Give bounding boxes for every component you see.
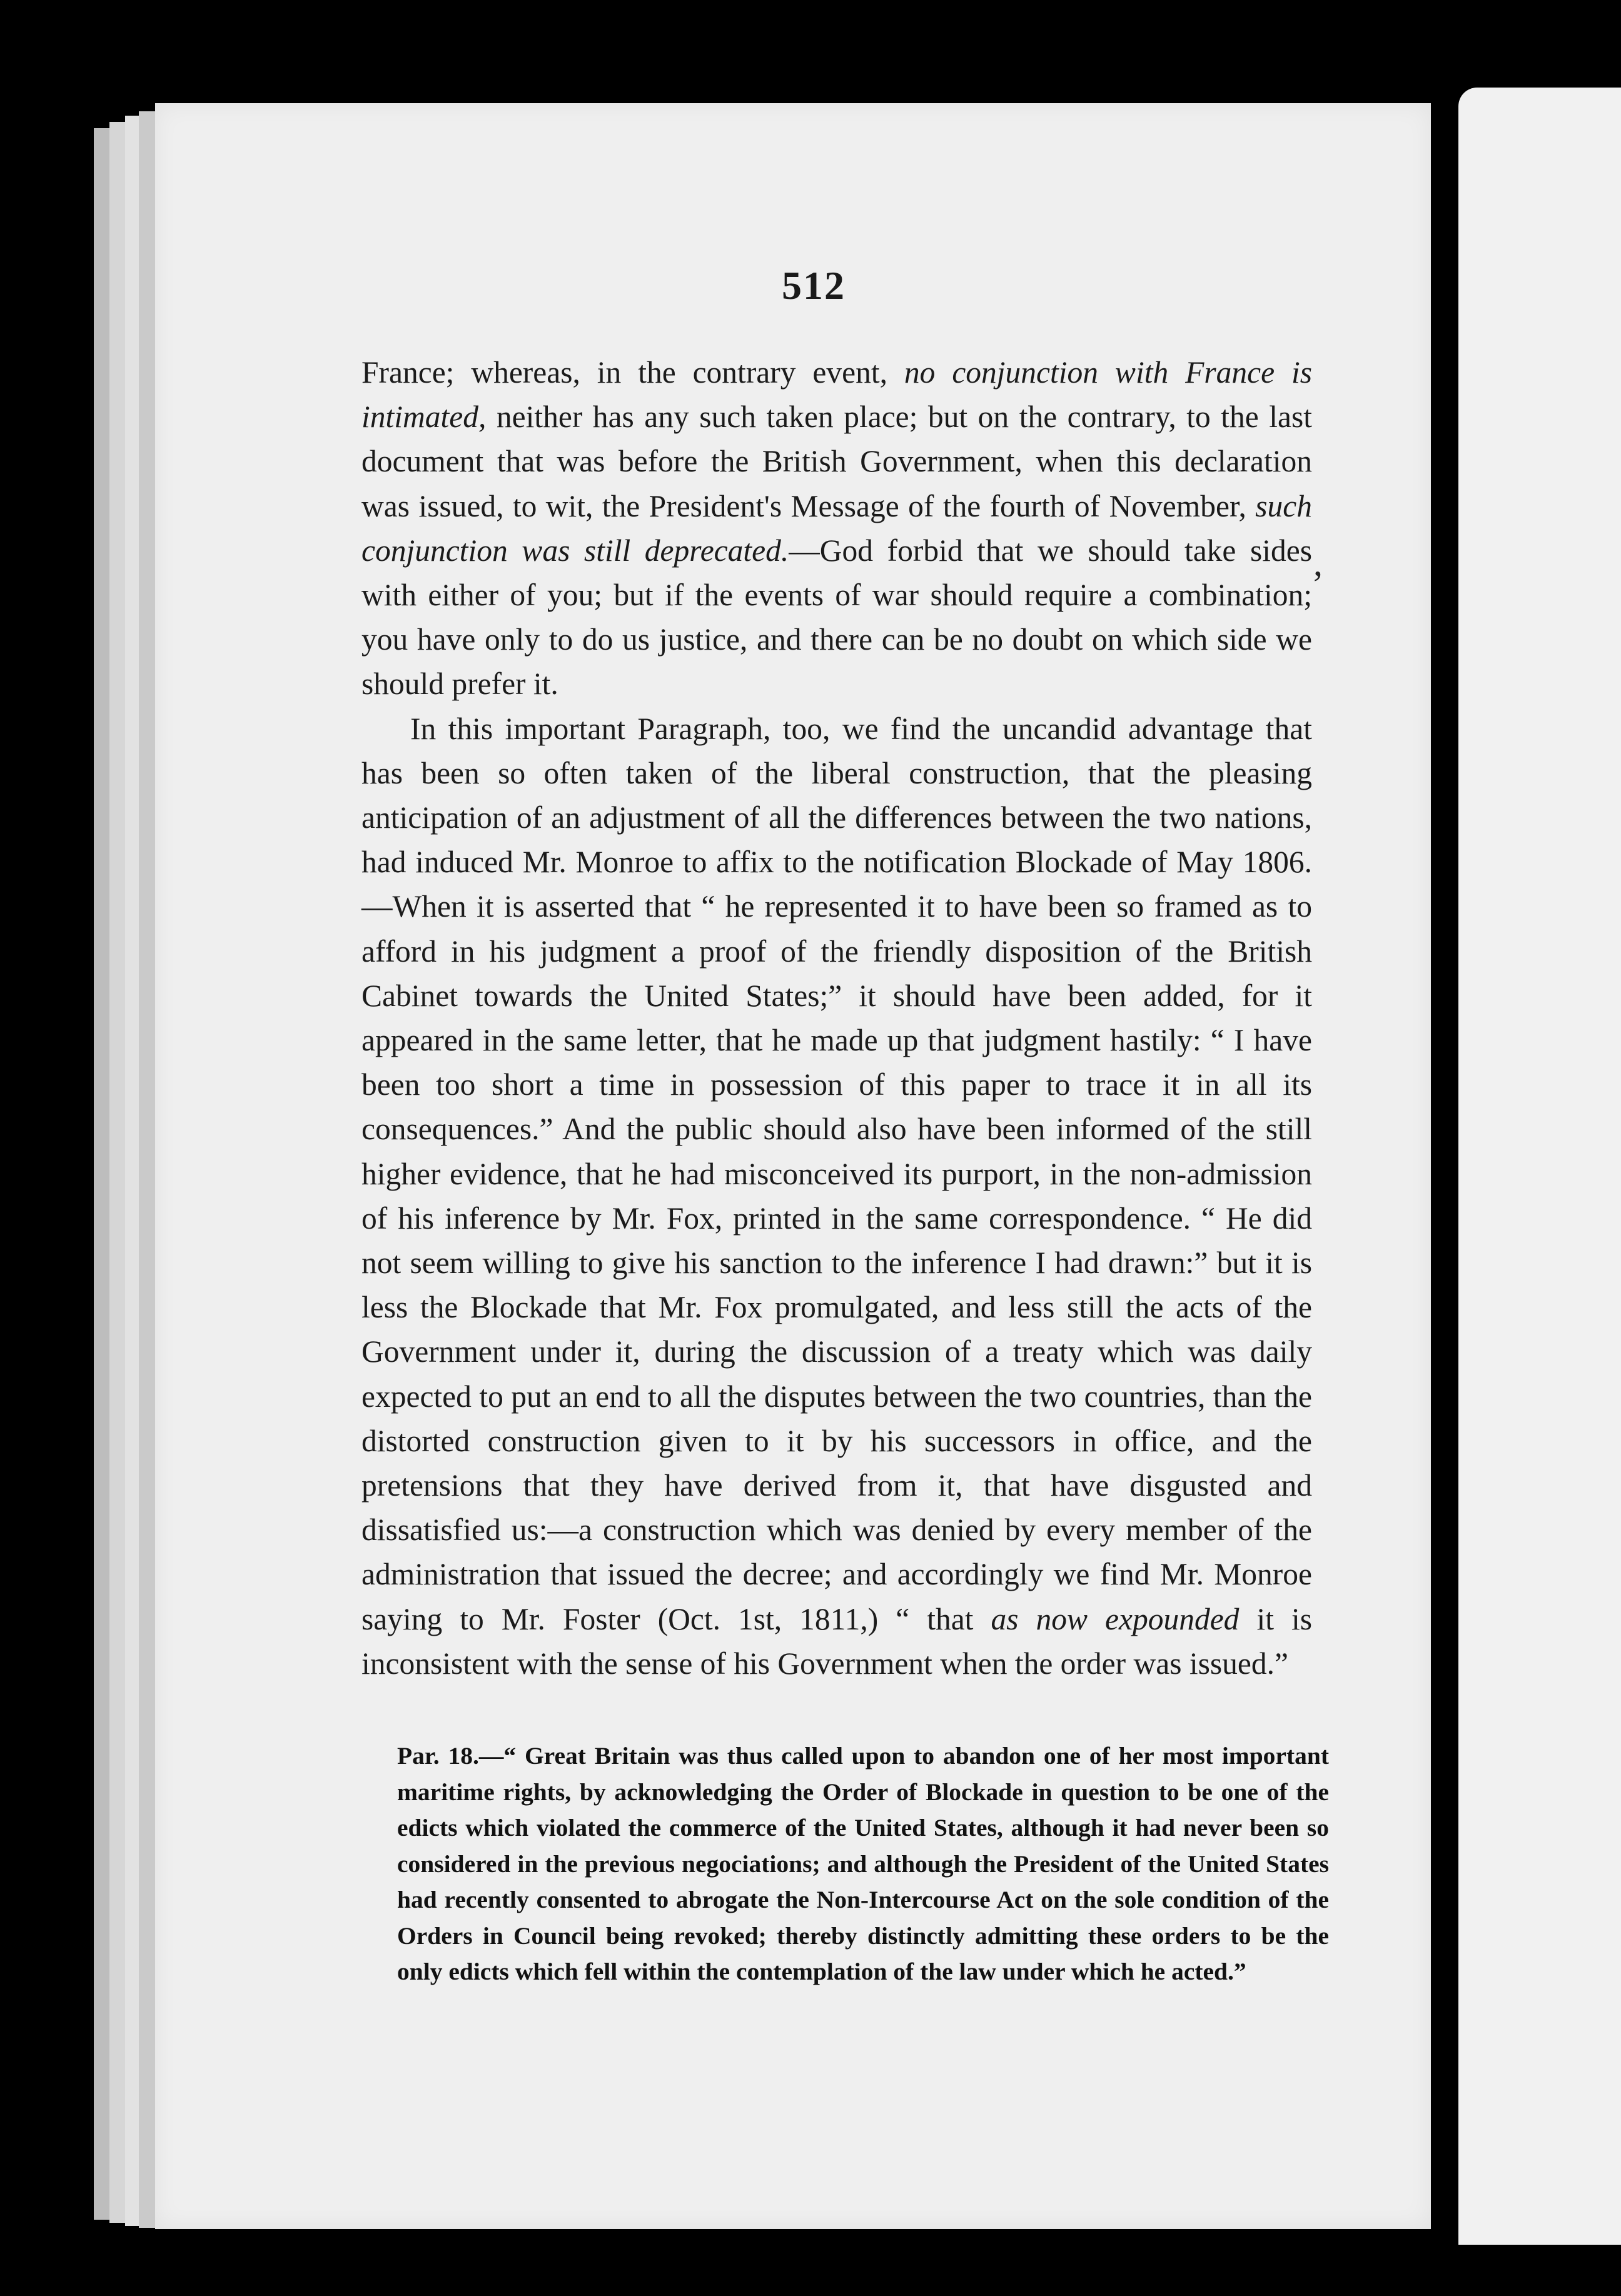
page-number: 512 — [782, 263, 846, 308]
paragraph-reference: Par. 18. — [397, 1742, 479, 1770]
paragraph-continuation: France; whereas, in the contrary event, no conjunction with France is intimated, neither has any such taken place; but on the contrary, to the last document that was before the British Government, when this declaration was issued, to wit, the President's Message of the fourth of November, such conjunction was still deprecated.—God forbid that we should take sides with either of you; but if the events of war should require a combination; you have only to do us justice, and there can be no doubt on which side we should prefer it. — [361, 355, 1312, 702]
quoted-paragraph — [397, 1738, 1329, 1990]
paragraph: In this important Paragraph, too, we find the uncandid advantage that has been so often taken of the liberal construction, that the pleasing anticipation of an adjustment of all the differences between the two nations, had induced Mr. Monroe to affix to the notification Blockade of May 1806.—When it is asserted that “ he represented it to have been so framed as to afford in his judgment a proof of the friendly disposition of the British Cabinet towards the United States;” it should have been added, for it appeared in the same letter, that he made up that judgment hastily: “ I have been too short a time in possession of this paper to trace it in all its consequences.” And the public should also have been informed of the still higher evidence, that he had misconceived its purport, in the non-admission of his inference by Mr. Fox, printed in the same correspondence. “ He did not seem willing to give his sanction to the inference I had drawn:” but it is less the Blockade that Mr. Fox promulgated, and less still the acts of the Government under it, during the discussion of a treaty which was daily expected to put an end to all the disputes between the two countries, than the distorted construction given to it by his successors in office, and the pretensions that they have derived from it, that have disgusted and dissatisfied us:—a construction which was denied by every member of the administration that issued the decree; and accordingly we find Mr. Monroe saying to Mr. Foster (Oct. 1st, 1811,) “ that as now expounded it is inconsistent with the sense of his Government when the order was issued.” — [361, 711, 1312, 1681]
body-text — [361, 350, 1312, 1686]
quoted-text: —“ Great Britain was thus called upon to abandon one of her most important maritime rights, by acknowledging the Order of Blockade in question to be one of the edicts which violated the commerce of the United States, although it had never been so considered in the previous negociations; and although the President of the United States had recently consented to abrogate the Non-Intercourse Act on the sole condition of the Orders in Council being revoked; thereby distinctly admitting these orders to be the only edicts which fell within the contemplation of the law under which he acted.” — [397, 1742, 1329, 1985]
margin-mark: , — [1313, 542, 1323, 583]
adjacent-page-edge — [1458, 88, 1621, 2245]
